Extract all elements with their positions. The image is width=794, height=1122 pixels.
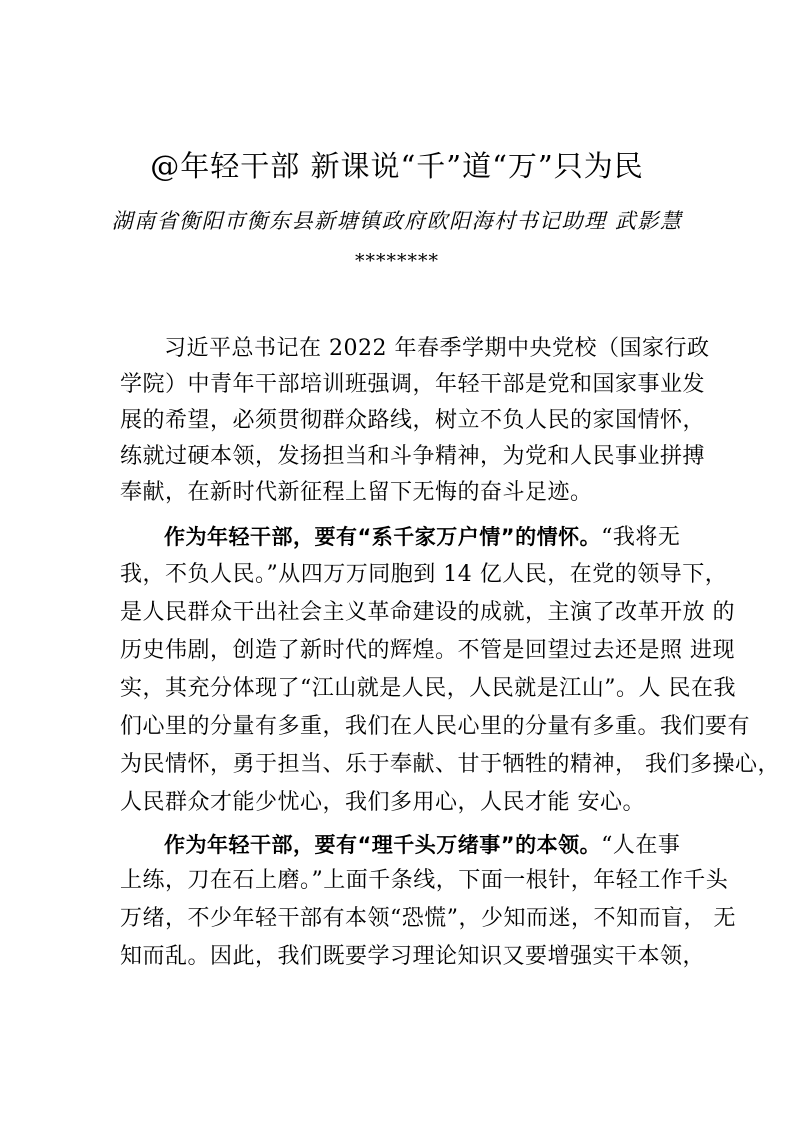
paragraph-2-line: 为民情怀，勇于担当、乐于奉献、甘于牺牲的精神， 我们多操心，: [120, 752, 780, 777]
paragraph-1-line: 习近平总书记在 2022 年春季学期中央党校（国家行政: [164, 336, 710, 361]
paragraph-3-heading: 作为年轻干部，要有“理千头万绪事”的本领。: [164, 833, 602, 857]
paragraph-2-line: 人民群众才能少忧心，我们多用心，人民才能 安心。: [120, 790, 645, 815]
paragraph-3-line: 知而乱。因此，我们既要学习理论知识又要增强实干本领，: [120, 944, 706, 969]
paragraph-1-line: 奉献，在新时代新征程上留下无悔的奋斗足迹。: [120, 480, 593, 505]
paragraph-1-line: 学院）中青年干部培训班强调，年轻干部是党和国家事业发: [120, 372, 706, 397]
paragraph-3-line: 上练，刀在石上磨。”上面千条线，下面一根针，年轻工作千头: [120, 868, 729, 893]
paragraph-2-lead-text: “我将无: [601, 525, 681, 550]
paragraph-3-first-line: [164, 830, 680, 861]
author-byline: 湖南省衡阳市衡东县新塘镇政府欧阳海村书记助理 武影慧: [111, 209, 683, 233]
paragraph-3-line: 万绪，不少年轻干部有本领“恐慌”，少知而迷，不知而盲， 无: [120, 906, 736, 931]
paragraph-2-line: 历史伟剧，创造了新时代的辉煌。不管是回望过去还是照 进现: [120, 638, 735, 663]
paragraph-2-line: 实，其充分体现了“江山就是人民，人民就是江山”。人 民在我: [120, 676, 736, 701]
paragraph-2-line: 我，不负人民。”从四万万同胞到 14 亿人民，在党的领导下，: [120, 562, 728, 587]
article-title: @年轻干部 新课说“千”道“万”只为民: [150, 149, 644, 183]
paragraph-2-first-line: [164, 522, 680, 553]
separator-stars: ********: [355, 250, 439, 272]
paragraph-3-lead-text: “人在事: [601, 833, 681, 858]
paragraph-1-line: 练就过硬本领，发扬担当和斗争精神，为党和人民事业拼搏: [120, 444, 706, 469]
paragraph-2-line: 们心里的分量有多重，我们在人民心里的分量有多重。我们要有: [120, 714, 751, 739]
paragraph-2-heading: 作为年轻干部，要有“系千家万户情”的情怀。: [164, 525, 602, 549]
paragraph-2-line: 是人民群众干出社会主义革命建设的成就，主演了改革开放 的: [120, 600, 735, 625]
paragraph-1-line: 展的希望，必须贯彻群众路线，树立不负人民的家国情怀，: [120, 408, 706, 433]
